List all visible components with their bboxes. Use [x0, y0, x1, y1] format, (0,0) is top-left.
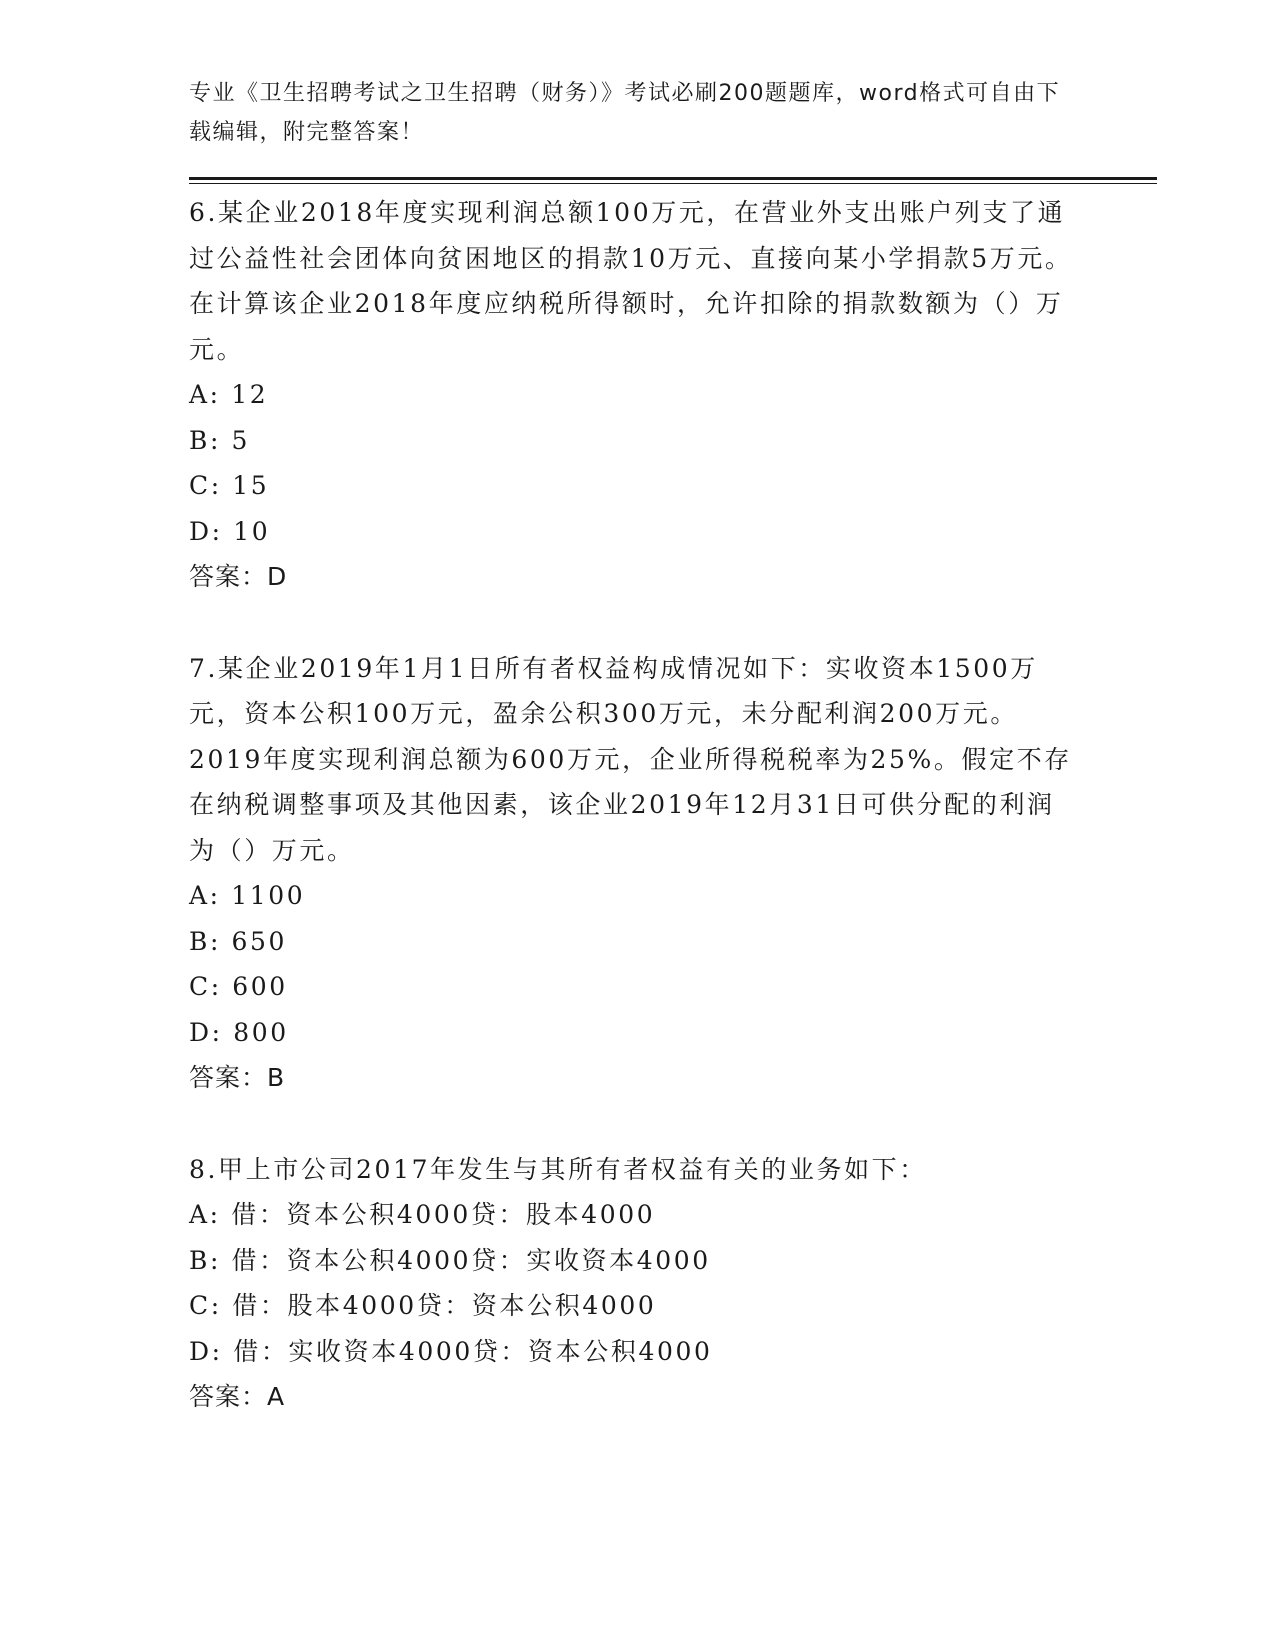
question-stem: 6.某企业2018年度实现利润总额100万元，在营业外支出账户列支了通过公益性社会团体向贫困地区的捐款10万元、直接向某小学捐款5万元。在计算该企业2018年度应纳税所得额时，允许扣除的捐款数额为（）万元。	[189, 198, 1073, 364]
option-d: D: 800	[189, 1017, 289, 1047]
option-a: A: 1100	[189, 881, 306, 910]
option-d: D: 借：实收资本4000贷：资本公积4000	[189, 1336, 713, 1366]
option-b: B: 5	[189, 425, 251, 455]
option-c: C: 15	[189, 471, 270, 500]
option-b: B: 650	[189, 926, 288, 956]
question-6	[189, 190, 1079, 600]
answer-line: 答案：A	[189, 1382, 286, 1411]
question-7	[189, 646, 1079, 1101]
option-d: D: 10	[189, 516, 271, 546]
header-divider-thick	[189, 177, 1157, 180]
option-a: A: 12	[189, 380, 269, 409]
option-a: A: 借：资本公积4000贷：股本4000	[189, 1200, 656, 1229]
option-b: B: 借：资本公积4000贷：实收资本4000	[189, 1245, 711, 1275]
option-c: C: 借：股本4000贷：资本公积4000	[189, 1291, 657, 1320]
option-c: C: 600	[189, 972, 288, 1001]
header-divider-thin	[189, 183, 1157, 184]
question-stem: 8.甲上市公司2017年发生与其所有者权益有关的业务如下：	[189, 1154, 927, 1184]
answer-line: 答案：D	[189, 562, 288, 591]
question-stem: 7.某企业2019年1月1日所有者权益构成情况如下：实收资本1500万元，资本公积100万元，盈余公积300万元，未分配利润200万元。2019年度实现利润总额为600万元，企业所得税税率为25%。假定不存在纳税调整事项及其他因素，该企业2019年12月31日可供分配的利润为（）万元。	[189, 653, 1072, 865]
document-header: 专业《卫生招聘考试之卫生招聘（财务）》考试必刷200题题库，word格式可自由下载编辑，附完整答案！	[189, 81, 1061, 145]
question-8	[189, 1147, 1079, 1420]
question-list	[189, 190, 1079, 1466]
answer-line: 答案：B	[189, 1063, 286, 1092]
